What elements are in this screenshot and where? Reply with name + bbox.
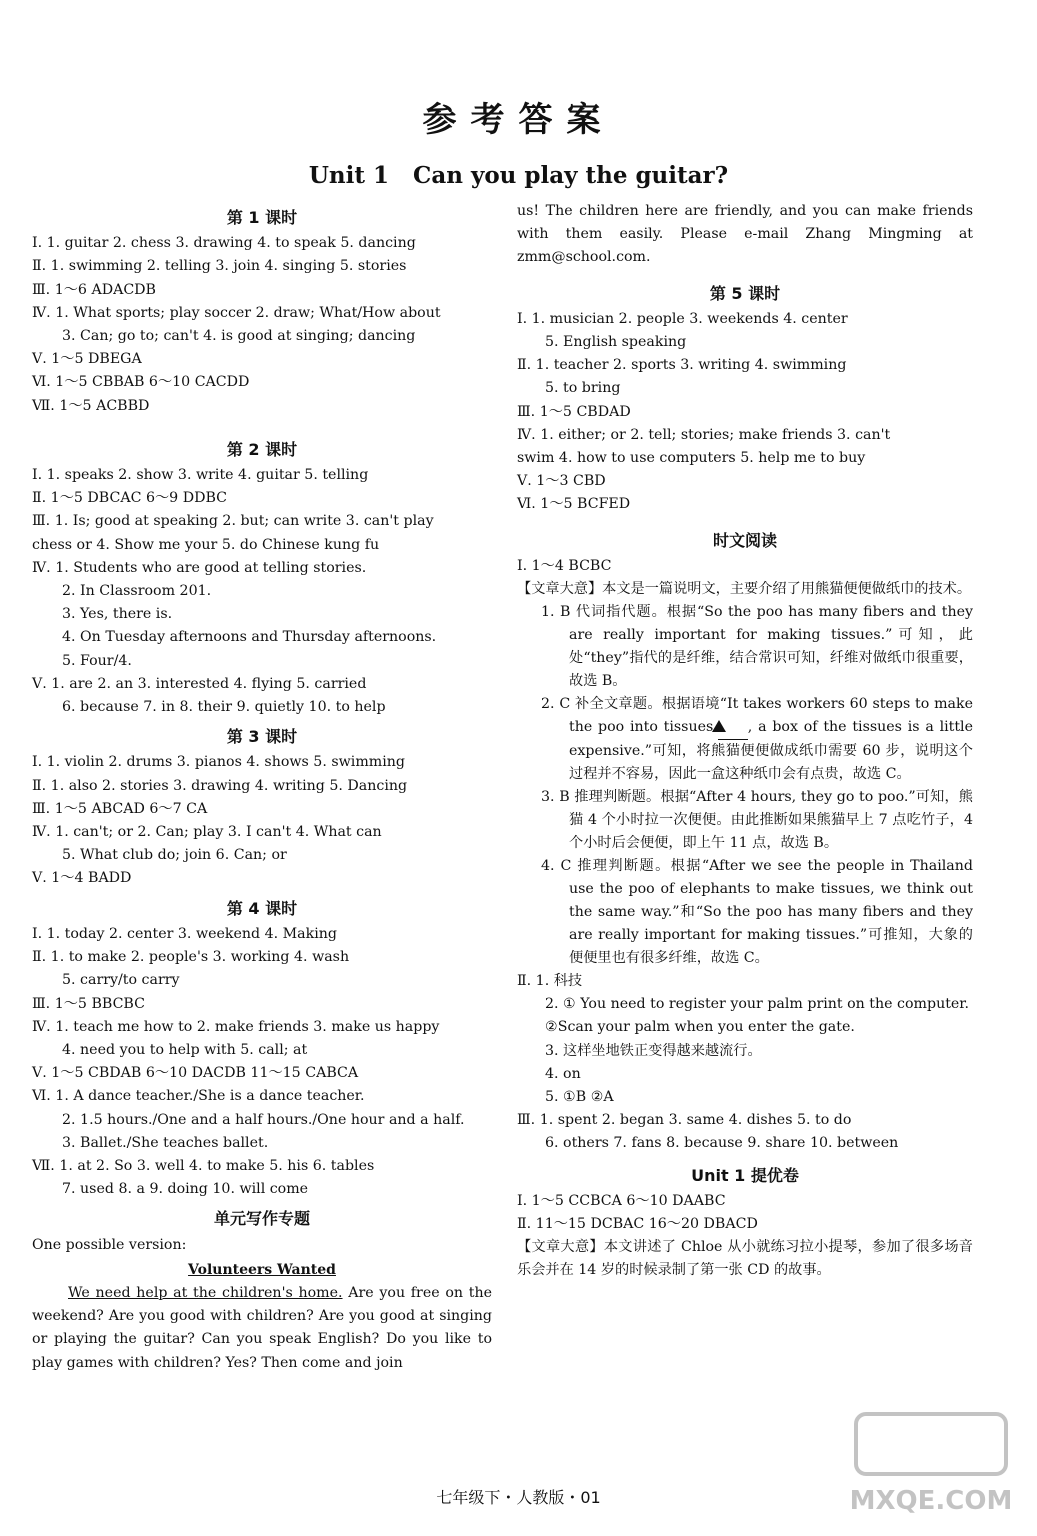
answer-line: Ⅲ. 1～6 ADACDB	[32, 281, 156, 298]
answer-line: Ⅵ. 1. A dance teacher./She is a dance teacher.	[32, 1088, 365, 1105]
answer-line: Ⅵ. 1～5 CBBAB 6～10 CACDD	[32, 374, 250, 391]
answer-line: Ⅱ. 1. 科技	[517, 973, 583, 990]
answer-line: 4. on	[545, 1065, 581, 1082]
answer-line: Ⅳ. 1. What sports; play soccer 2. draw; What/How about	[32, 304, 441, 321]
unit-title: Unit 1 Can you play the guitar?	[308, 162, 729, 189]
section-heading-unit-test: Unit 1 提优卷	[691, 1165, 799, 1185]
writing-intro: One possible version:	[32, 1236, 187, 1253]
answer-line: Ⅶ. 1. at 2. So 3. well 4. to make 5. his 6. tables	[32, 1157, 375, 1174]
answer-line: Ⅳ. 1. either; or 2. tell; stories; make friends 3. can't	[517, 426, 891, 443]
answer-line: 6. because 7. in 8. their 9. quietly 10. to help	[62, 699, 386, 716]
answer-line: 5. Four/4.	[62, 652, 132, 669]
page-footer: 七年级下・人教版・01	[436, 1488, 601, 1507]
svg-text:MXQE.COM: MXQE.COM	[849, 1486, 1013, 1516]
section-heading-lesson-3: 第 3 课时	[226, 727, 298, 747]
answer-line: Ⅵ. 1～5 BCFED	[517, 496, 631, 513]
passage-summary: 【文章大意】本文讲述了 Chloe 从小就练习拉小提琴，参加了很多场音乐会并在 14 岁的时候录制了第一张 CD 的故事。	[517, 1239, 973, 1279]
page-title: 参考答案	[422, 100, 615, 140]
answer-line: Ⅱ. 1. teacher 2. sports 3. writing 4. swimming	[517, 357, 847, 374]
answer-line: 5. English speaking	[545, 334, 687, 351]
answer-line: Ⅶ. 1～5 ACBBD	[32, 397, 150, 414]
answer-line: Ⅰ. 1. guitar 2. chess 3. drawing 4. to speak 5. dancing	[32, 235, 416, 252]
answer-line: Ⅲ. 1. spent 2. began 3. same 4. dishes 5. to do	[517, 1112, 852, 1129]
right-column	[517, 200, 973, 1282]
answer-line: Ⅴ. 1. are 2. an 3. interested 4. flying 5. carried	[32, 675, 367, 692]
answer-line: Ⅰ. 1. today 2. center 3. weekend 4. Making	[32, 925, 337, 942]
explanation-q4: 4. C 推理判断题。根据“After we see the people in Thailand use the poo of elephants to make tissues, we think out the same way.”和“So the poo has many fibers and they are really important for making tissues.”可推知，大象的便便里也有很多纤维，故选 C。	[541, 858, 973, 967]
answer-line: Ⅱ. 1. also 2. stories 3. drawing 4. writing 5. Dancing	[32, 777, 408, 794]
explanation-q2-part1: 2. C 补全文章题。根据语境“It takes workers 60 steps to make the poo into tissues.	[541, 696, 973, 736]
essay-text: Are you free on the weekend? Are you good with children? Are you good at singing or playing the guitar? Can you speak English? Do you like to play games with children? Yes? Then come and join	[32, 1284, 493, 1371]
answer-line: 6. others 7. fans 8. because 9. share 10. between	[545, 1135, 899, 1152]
answer-line: Ⅲ. 1～5 CBDAD	[517, 403, 631, 420]
answer-line: 4. On Tuesday afternoons and Thursday afternoons.	[62, 629, 437, 646]
answer-line: 2. 1.5 hours./One and a half hours./One hour and a half.	[62, 1111, 465, 1128]
answer-line: Ⅲ. 1～5 BBCBC	[32, 995, 145, 1012]
essay-underlined-sentence: We need help at the children's home.	[68, 1284, 343, 1301]
answer-line: 5. carry/to carry	[62, 972, 180, 989]
section-heading-reading: 时文阅读	[712, 530, 777, 550]
answer-line: Ⅲ. 1～5 ABCAD 6～7 CA	[32, 800, 208, 817]
answer-line: Ⅴ. 1～4 BADD	[32, 870, 132, 887]
section-heading-lesson-5: 第 5 课时	[709, 283, 781, 303]
answer-line: Ⅳ. 1. teach me how to 2. make friends 3. make us happy	[32, 1018, 440, 1035]
answer-line: Ⅴ. 1～3 CBD	[517, 473, 606, 490]
answer-line: Ⅰ. 1～4 BCBC	[517, 557, 612, 574]
section-heading-lesson-4: 第 4 课时	[226, 898, 298, 918]
answer-line: 3. Can; go to; can't 4. is good at singing; dancing	[62, 328, 416, 345]
answer-line: Ⅳ. 1. Students who are good at telling stories.	[32, 559, 367, 576]
answer-line: swim 4. how to use computers 5. help me to buy	[517, 450, 866, 467]
passage-summary: 【文章大意】本文是一篇说明文，主要介绍了用熊猫便便做纸巾的技术。	[517, 581, 972, 598]
answer-line: Ⅱ. 1. to make 2. people's 3. working 4. wash	[32, 949, 350, 966]
answer-line: Ⅰ. 1. musician 2. people 3. weekends 4. center	[517, 310, 848, 327]
blank-marker	[718, 716, 748, 740]
section-heading-writing: 单元写作专题	[213, 1209, 310, 1229]
section-heading-lesson-2: 第 2 课时	[226, 439, 298, 459]
explanation-q2	[517, 693, 973, 786]
explanation-q1: 1. B 代词指代题。根据“So the poo has many fibers and they are really important for making tissues.”可知，此处“they”指代的是纤维，结合常识可知，纤维对做纸巾很重要，故选 B。	[541, 604, 973, 690]
section-heading-lesson-1: 第 1 课时	[226, 208, 298, 227]
answer-line: ②Scan your palm when you enter the gate.	[545, 1019, 855, 1036]
answer-line: 4. need you to help with 5. call; at	[62, 1041, 308, 1058]
answer-line: 7. used 8. a 9. doing 10. will come	[62, 1181, 309, 1198]
answer-line: 3. 这样坐地铁正变得越来越流行。	[545, 1042, 762, 1059]
essay-body	[32, 1282, 492, 1375]
answer-line: Ⅴ. 1～5 CBDAB 6～10 DACDB 11～15 CABCA	[32, 1065, 359, 1082]
answer-line: 5. What club do; join 6. Can; or	[62, 847, 287, 864]
answer-line: Ⅰ. 1. speaks 2. show 3. write 4. guitar 5. telling	[32, 467, 369, 484]
answer-line: Ⅰ. 1～5 CCBCA 6～10 DAABC	[517, 1192, 726, 1209]
answer-line: Ⅰ. 1. violin 2. drums 3. pianos 4. shows 5. swimming	[32, 754, 405, 771]
answer-line: 2. In Classroom 201.	[62, 583, 212, 600]
essay-continuation: us! The children here are friendly, and you can make friends with them easily. Please e-mail Zhang Mingming at zmm@school.com.	[517, 203, 973, 266]
answer-line: Ⅲ. 1. Is; good at speaking 2. but; can write 3. can't play	[32, 513, 434, 530]
answer-line: 5. ①B ②A	[545, 1089, 614, 1106]
answer-line: 3. Ballet./She teaches ballet.	[62, 1134, 269, 1151]
answer-line: 5. to bring	[545, 380, 621, 397]
answer-line: 2. ① You need to register your palm print on the computer.	[545, 996, 970, 1013]
answer-line: Ⅱ. 1. swimming 2. telling 3. join 4. singing 5. stories	[32, 258, 407, 275]
triangle-icon	[712, 720, 726, 732]
answer-line: Ⅱ. 1～5 DBCAC 6～9 DDBC	[32, 490, 227, 507]
answer-line: chess or 4. Show me your 5. do Chinese kung fu	[32, 536, 380, 553]
explanation-q2-part2: , a box of the tissues is a little expensive.”可知，将熊猫便便做成纸巾需要 60 步，说明这个过程并不容易，因此一盒这种纸巾会有点贵，故选 C。	[569, 719, 973, 783]
answer-line: 3. Yes, there is.	[62, 606, 173, 623]
essay-title: Volunteers Wanted	[188, 1261, 336, 1278]
explanation-q3: 3. B 推理判断题。根据“After 4 hours, they go to poo.”可知，熊猫 4 个小时拉一次便便。由此推断如果熊猫早上 7 点吃竹子，4 个小时后会便便，即上午 11 点，故选 B。	[541, 789, 973, 852]
watermark-logo	[848, 1404, 1018, 1524]
answer-line: Ⅴ. 1～5 DBEGA	[32, 351, 142, 368]
answer-line: Ⅳ. 1. can't; or 2. Can; play 3. I can't 4. What can	[32, 824, 382, 841]
left-column	[32, 200, 492, 1375]
answer-line: Ⅱ. 11～15 DCBAC 16～20 DBACD	[517, 1216, 758, 1233]
